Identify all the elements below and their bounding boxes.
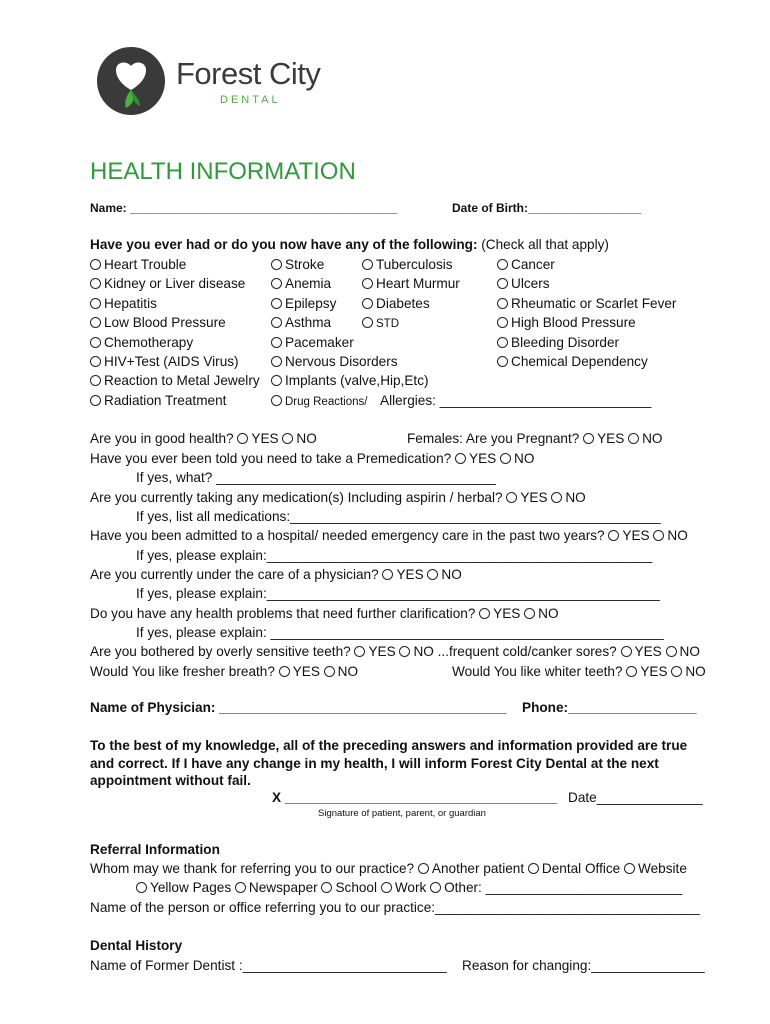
another-patient-radio[interactable]: [418, 863, 429, 874]
no-radio[interactable]: [524, 608, 535, 619]
condition-item[interactable]: [90, 276, 245, 292]
yes-radio[interactable]: [583, 433, 594, 444]
condition-radio[interactable]: [90, 395, 101, 406]
dental-history-heading: Dental History: [90, 938, 183, 953]
yes-radio[interactable]: [479, 608, 490, 619]
question-hospital: Have you been admitted to a hospital/ needed emergency care in the past two years? YES NO: [90, 528, 688, 543]
logo-name: Forest City: [176, 56, 321, 91]
date-field[interactable]: Date______________: [568, 790, 703, 805]
condition-radio[interactable]: [271, 278, 282, 289]
condition-radio[interactable]: [271, 395, 282, 406]
condition-radio[interactable]: [497, 259, 508, 270]
question-whiter: Would You like whiter teeth? YES NO: [452, 664, 706, 679]
condition-label: Chemotherapy: [104, 334, 194, 350]
condition-radio[interactable]: [362, 298, 373, 309]
condition-radio[interactable]: [497, 298, 508, 309]
website-radio[interactable]: [624, 863, 635, 874]
condition-item[interactable]: [90, 296, 157, 312]
yes-radio[interactable]: [455, 453, 466, 464]
physician-name-field[interactable]: Name of Physician: ______________________________________: [90, 700, 507, 715]
condition-item[interactable]: [90, 335, 193, 351]
question-sensitive: Are you bothered by overly sensitive teeth? YES NO ...frequent cold/canker sores? YES NO: [90, 644, 700, 659]
condition-item[interactable]: [271, 393, 367, 410]
condition-item[interactable]: [90, 373, 260, 389]
condition-label: Tuberculosis: [376, 257, 453, 272]
condition-label: Heart Trouble: [104, 257, 187, 272]
condition-item[interactable]: [497, 257, 555, 273]
condition-label: Anemia: [285, 276, 332, 292]
name-field[interactable]: Name: ________________________________________: [90, 201, 397, 215]
logo-sub: DENTAL: [220, 94, 281, 106]
no-radio[interactable]: [653, 530, 664, 541]
no-radio[interactable]: [671, 666, 682, 677]
condition-item[interactable]: [271, 257, 324, 273]
yes-radio[interactable]: [506, 492, 517, 503]
dental-office-radio[interactable]: [528, 863, 539, 874]
condition-item[interactable]: [271, 276, 331, 292]
condition-item[interactable]: [497, 296, 676, 312]
condition-item[interactable]: [271, 335, 354, 351]
phone-field[interactable]: Phone:_________________: [522, 700, 697, 715]
condition-label: Pacemaker: [285, 334, 354, 350]
referral-person-field[interactable]: Name of the person or office referring you to our practice:___________________________________: [90, 900, 700, 915]
question-pregnant: Females: Are you Pregnant? YES NO: [407, 431, 663, 446]
no-radio[interactable]: [399, 646, 410, 657]
condition-item[interactable]: [362, 276, 460, 292]
tooth-leaf-icon: [96, 46, 166, 116]
no-radio[interactable]: [282, 433, 293, 444]
condition-label: Cancer: [511, 257, 555, 272]
condition-label: Radiation Treatment: [104, 392, 227, 408]
statement-line-1: To the best of my knowledge, all of the preceding answers and information provided are true: [90, 738, 688, 753]
condition-label: Ulcers: [511, 276, 550, 292]
condition-radio[interactable]: [90, 317, 101, 328]
condition-label: Low Blood Pressure: [104, 315, 226, 331]
condition-radio[interactable]: [497, 278, 508, 289]
condition-label: STD: [376, 318, 399, 331]
condition-item[interactable]: [497, 335, 619, 351]
condition-radio[interactable]: [90, 278, 101, 289]
condition-label: Nervous Disorders: [285, 354, 398, 369]
no-radio[interactable]: [427, 569, 438, 580]
condition-label: Hepatitis: [104, 295, 157, 311]
yes-radio[interactable]: [279, 666, 290, 677]
problems-explain-field[interactable]: If yes, please explain: ____________________________________________________: [136, 625, 664, 640]
condition-item[interactable]: [90, 315, 226, 331]
condition-item[interactable]: [497, 354, 648, 370]
no-radio[interactable]: [500, 453, 511, 464]
condition-radio[interactable]: [271, 337, 282, 348]
former-dentist-field[interactable]: Name of Former Dentist :___________________________: [90, 958, 447, 973]
question-medication: Are you currently taking any medication(s) Including aspirin / herbal? YES NO: [90, 490, 586, 505]
condition-item[interactable]: [362, 315, 399, 332]
other-radio[interactable]: [430, 882, 441, 893]
yes-radio[interactable]: [626, 666, 637, 677]
newspaper-radio[interactable]: [235, 882, 246, 893]
statement-line-3: appointment without fail.: [90, 773, 251, 788]
condition-item[interactable]: [271, 354, 398, 370]
condition-radio[interactable]: [497, 337, 508, 348]
condition-item[interactable]: [90, 257, 186, 273]
no-radio[interactable]: [628, 433, 639, 444]
condition-label: Asthma: [285, 315, 332, 331]
allergies-field[interactable]: Allergies: ____________________________: [380, 393, 652, 408]
referral-heading: Referral Information: [90, 842, 220, 857]
condition-radio[interactable]: [362, 278, 373, 289]
school-radio[interactable]: [321, 882, 332, 893]
condition-item[interactable]: [271, 296, 336, 312]
dob-field[interactable]: Date of Birth:_________________: [452, 201, 642, 215]
condition-label: Bleeding Disorder: [511, 334, 620, 350]
referral-question: Whom may we thank for referring you to our practice? Another patient Dental Office Website: [90, 861, 687, 876]
condition-item[interactable]: [90, 393, 226, 409]
condition-label: Heart Murmur: [376, 276, 460, 292]
yes-radio[interactable]: [621, 646, 632, 657]
condition-label: Kidney or Liver disease: [104, 276, 246, 292]
condition-radio[interactable]: [271, 356, 282, 367]
question-breath: Would You like fresher breath? YES NO: [90, 664, 359, 679]
yes-radio[interactable]: [382, 569, 393, 580]
condition-label: Drug Reactions/: [285, 395, 368, 408]
question-good-health: Are you in good health? YES NO: [90, 431, 317, 446]
condition-radio[interactable]: [271, 375, 282, 386]
physician-explain-field[interactable]: If yes, please explain:____________________________________________________: [136, 586, 660, 601]
conditions-heading: Have you ever had or do you now have any of the following: (Check all that apply): [90, 237, 609, 252]
condition-label: Reaction to Metal Jewelry: [104, 373, 260, 389]
question-problems: Do you have any health problems that need further clarification? YES NO: [90, 606, 559, 621]
condition-radio[interactable]: [362, 317, 373, 328]
condition-radio[interactable]: [362, 259, 373, 270]
statement-line-2: and correct. If I have any change in my health, I will inform Forest City Dental at the next: [90, 756, 659, 771]
page-title: HEALTH INFORMATION: [90, 158, 356, 185]
work-radio[interactable]: [381, 882, 392, 893]
condition-item[interactable]: [362, 296, 430, 312]
condition-radio[interactable]: [90, 298, 101, 309]
condition-radio[interactable]: [90, 337, 101, 348]
medication-list-field[interactable]: If yes, list all medications:_________________________________________________: [136, 509, 661, 524]
condition-label: HIV+Test (AIDS Virus): [104, 354, 239, 369]
condition-item[interactable]: [497, 276, 550, 292]
question-physician-care: Are you currently under the care of a physician? YES NO: [90, 567, 462, 582]
condition-label: Diabetes: [376, 295, 430, 311]
condition-radio[interactable]: [271, 317, 282, 328]
yes-radio[interactable]: [237, 433, 248, 444]
signature-field[interactable]: X ____________________________________: [272, 790, 558, 805]
condition-radio[interactable]: [90, 375, 101, 386]
condition-label: Stroke: [285, 257, 325, 272]
condition-item[interactable]: [271, 315, 331, 331]
condition-label: Epilepsy: [285, 295, 337, 311]
premed-what-field[interactable]: If yes, what? _____________________________________: [136, 470, 496, 485]
no-radio[interactable]: [666, 646, 677, 657]
condition-radio[interactable]: [90, 259, 101, 270]
hospital-explain-field[interactable]: If yes, please explain:___________________________________________________: [136, 548, 653, 563]
condition-item[interactable]: [497, 315, 636, 331]
yellow-pages-radio[interactable]: [136, 882, 147, 893]
condition-item[interactable]: [271, 373, 429, 389]
question-premed: Have you ever been told you need to take a Premedication? YES NO: [90, 451, 535, 466]
logo: [96, 46, 336, 116]
no-radio[interactable]: [551, 492, 562, 503]
condition-label: Chemical Dependency: [511, 354, 648, 369]
condition-radio[interactable]: [90, 356, 101, 367]
condition-radio[interactable]: [497, 317, 508, 328]
condition-radio[interactable]: [271, 259, 282, 270]
yes-radio[interactable]: [608, 530, 619, 541]
condition-radio[interactable]: [271, 298, 282, 309]
condition-label: High Blood Pressure: [511, 315, 636, 331]
condition-label: Rheumatic or Scarlet Fever: [511, 295, 677, 311]
condition-item[interactable]: [90, 354, 239, 370]
yes-radio[interactable]: [354, 646, 365, 657]
condition-label: Implants (valve,Hip,Etc): [285, 373, 429, 389]
signature-caption: Signature of patient, parent, or guardian: [318, 808, 486, 819]
condition-radio[interactable]: [497, 356, 508, 367]
referral-options-row2: Yellow Pages Newspaper School Work Other: __________________________: [136, 880, 682, 896]
condition-item[interactable]: [362, 257, 453, 273]
reason-changing-field[interactable]: Reason for changing:_______________: [462, 958, 705, 973]
no-radio[interactable]: [324, 666, 335, 677]
